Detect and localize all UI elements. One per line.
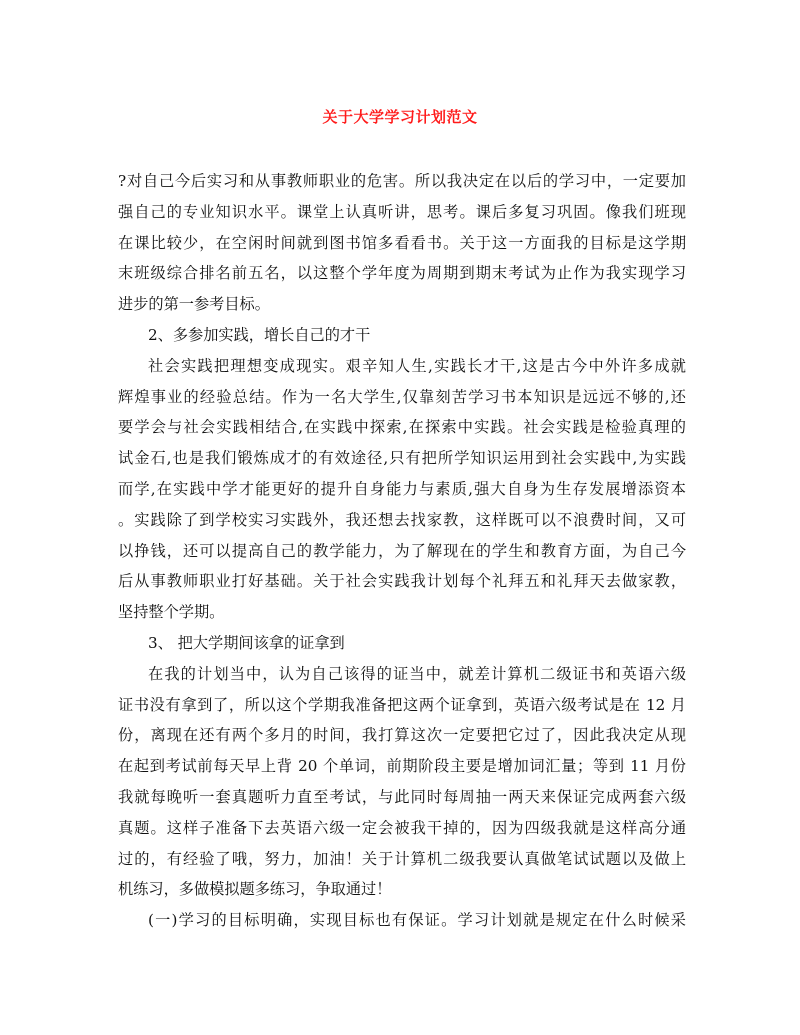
text-line: 在我的计划当中，认为自己该得的证当中，就差计算机二级证书和英语六级 — [148, 664, 686, 683]
text-line: 后从事教师职业打好基础。关于社会实践我计划每个礼拜五和礼拜天去做家教， — [118, 572, 686, 591]
text-line: ?对自己今后实习和从事教师职业的危害。所以我决定在以后的学习中，一定要加 — [118, 172, 686, 190]
text-line: 末班级综合排名前五名，以这整个学年度为周期到期末考试为止作为我实现学习 — [118, 264, 686, 283]
text-line: 在课比较少，在空闲时间就到图书馆多看看书。关于这一方面我的目标是这学期 — [118, 233, 686, 252]
text-line: 在起到考试前每天早上背 20 个单词，前期阶段主要是增加词汇量；等到 11 月份 — [118, 757, 686, 776]
text-line: 我就每晚听一套真题听力直至考试，与此同时每周抽一两天来保证完成两套六级 — [118, 787, 686, 806]
document-title: 关于大学学习计划范文 — [322, 108, 478, 126]
text-line: (一)学习的目标明确，实现目标也有保证。学习计划就是规定在什么时候采 — [148, 911, 686, 930]
text-line: 坚持整个学期。 — [118, 603, 225, 622]
text-line: 以挣钱，还可以提高自己的教学能力，为了解现在的学生和教育方面，为自己今 — [118, 541, 686, 560]
text-line: 而学,在实践中学才能更好的提升自身能力与素质,强大自身为生存发展增添资本 — [118, 479, 686, 498]
text-line: 。实践除了到学校实习实践外，我还想去找家教，这样既可以不浪费时间，又可 — [118, 510, 686, 529]
text-line: 3、 把大学期间该拿的证拿到 — [148, 633, 345, 652]
document-body — [118, 166, 686, 936]
text-line: 机练习，多做模拟题多练习，争取通过！ — [118, 880, 392, 899]
text-line: 强自己的专业知识水平。课堂上认真听讲，思考。课后多复习巩固。像我们班现 — [118, 202, 686, 221]
text-line: 证书没有拿到了，所以这个学期我准备把这两个证拿到，英语六级考试是在 12 月 — [118, 695, 686, 714]
text-line: 2、多参加实践，增长自己的才干 — [148, 325, 371, 344]
text-line: 试金石,也是我们锻炼成才的有效途径,只有把所学知识运用到社会实践中,为实践 — [118, 449, 686, 468]
text-line: 真题。这样子准备下去英语六级一定会被我干掉的，因为四级我就是这样高分通 — [118, 818, 686, 837]
text-line: 辉煌事业的经验总结。作为一名大学生,仅靠刻苦学习书本知识是远远不够的,还 — [118, 387, 686, 406]
text-line: 过的，有经验了哦，努力，加油！关于计算机二级我要认真做笔试试题以及做上 — [118, 849, 686, 868]
text-line: 份，离现在还有两个多月的时间，我打算这次一定要把它过了，因此我决定从现 — [118, 726, 686, 745]
text-line: 社会实践把理想变成现实。艰辛知人生,实践长才干,这是古今中外许多成就 — [148, 356, 686, 375]
text-line: 进步的第一参考目标。 — [118, 295, 270, 314]
text-line: 要学会与社会实践相结合,在实践中探索,在探索中实践。社会实践是检验真理的 — [118, 418, 686, 437]
